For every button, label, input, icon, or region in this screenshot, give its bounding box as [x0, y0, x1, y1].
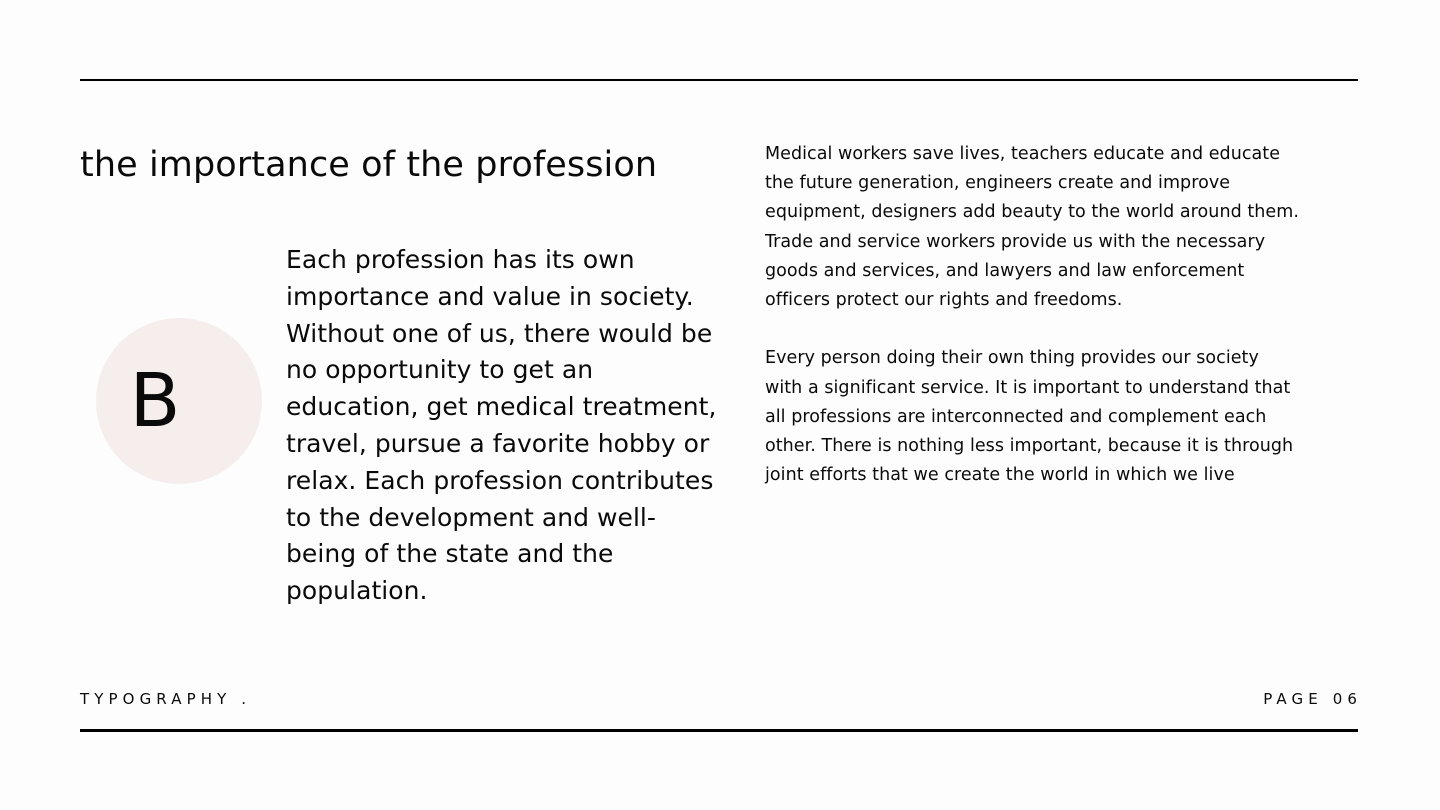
- monogram-circle: [96, 318, 262, 484]
- footer-brand-label: TYPOGRAPHY .: [80, 690, 252, 708]
- monogram-letter: B: [129, 358, 181, 444]
- footer-page-number: PAGE 06: [1263, 690, 1362, 708]
- header-divider-rule: [80, 79, 1358, 81]
- right-column: [765, 140, 1300, 490]
- right-column-paragraph-1: Medical workers save lives, teachers educate and educate the future generation, engineers create and improve equipment, designers add beauty to the world around them. Trade and service workers provide us with the necessary goods and services, and lawyers and law enforcement officers protect our rights and freedoms.: [765, 144, 1299, 311]
- page-title: the importance of the profession: [80, 145, 658, 185]
- footer-divider-rule: [80, 729, 1358, 732]
- lead-paragraph: Each profession has its own importance and value in society. Without one of us, there would be no opportunity to get an education, get medical treatment, travel, pursue a favorite hobby or relax. Each profession contributes to the development and well-being of the state and the population.: [286, 245, 717, 606]
- right-column-paragraph-2: Every person doing their own thing provides our society with a significant service. It is important to understand that all professions are interconnected and complement each other. There is nothing less important, because it is through joint efforts that we create the world in which we live: [765, 348, 1294, 486]
